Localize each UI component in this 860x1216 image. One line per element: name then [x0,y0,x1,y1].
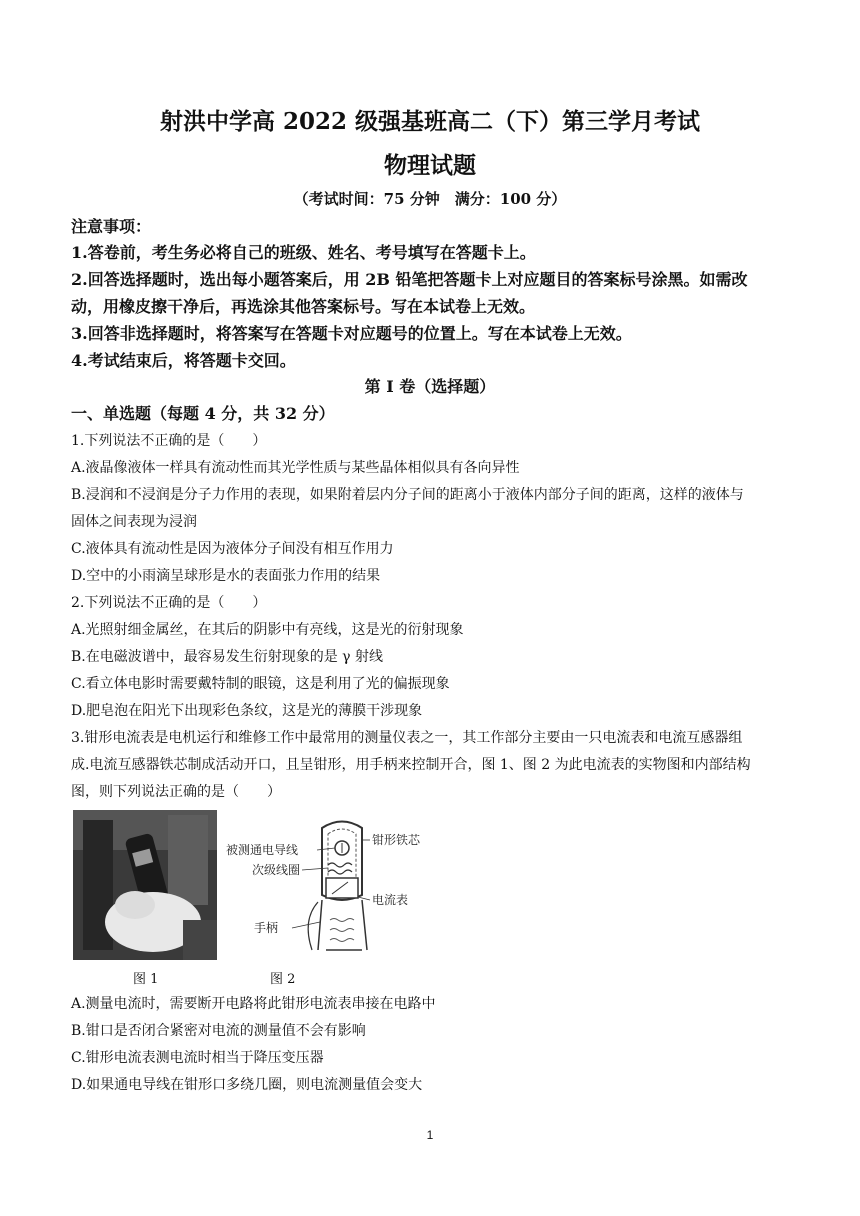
label-handle: 手柄 [254,921,279,935]
notes-item: 3.回答非选择题时，将答案写在答题卡对应题号的位置上。写在本试卷上无效。 [71,324,632,343]
notes-item: 4.考试结束后，将答题卡交回。 [71,351,296,370]
label-ammeter: 电流表 [372,893,409,907]
q3-stem-cont: 图，则下列说法正确的是（ ） [71,784,281,800]
page-number: 1 [426,1128,434,1142]
q1-option-b: B.浸润和不浸润是分子力作用的表现，如果附着层内分子间的距离小于液体内部分子间的距离，这样的液体与 [71,487,744,503]
q2-option-d: D.肥皂泡在阳光下出现彩色条纹，这是光的薄膜干涉现象 [71,703,423,719]
label-measured-wire: 被测通电导线 [226,843,299,857]
figure-2-caption: 图 2 [270,972,296,987]
q3-stem-cont: 成.电流互感器铁芯制成活动开口，且呈钳形，用手柄来控制开合，图 1、图 2 为此电流表的实物图和内部结构 [71,757,751,773]
q1-option-c: C.液体具有流动性是因为液体分子间没有相互作用力 [71,541,394,557]
q1-stem: 1.下列说法不正确的是（ ） [71,433,267,449]
q3-option-a: A.测量电流时，需要断开电路将此钳形电流表串接在电路中 [71,996,436,1012]
figure-1-caption: 图 1 [133,972,159,987]
q3-option-c: C.钳形电流表测电流时相当于降压变压器 [71,1050,324,1066]
notes-item: 动，用橡皮擦干净后，再选涂其他答案标号。写在本试卷上无效。 [71,297,536,316]
q2-stem: 2.下列说法不正确的是（ ） [71,595,267,611]
notes-item: 2.回答选择题时，选出每小题答案后，用 2B 铅笔把答题卡上对应题目的答案标号涂黑。如需改 [71,270,748,289]
q2-option-a: A.光照射细金属丝，在其后的阴影中有亮线，这是光的衍射现象 [71,622,464,638]
q3-stem: 3.钳形电流表是电机运行和维修工作中最常用的测量仪表之一，其工作部分主要由一只电流表和电流互感器组 [71,730,743,746]
notes-heading: 注意事项： [71,217,152,236]
exam-subject: 物理试题 [384,152,476,179]
q1-option-a: A.液晶像液体一样具有流动性而其光学性质与某些晶体相似具有各向异性 [71,460,520,476]
q1-option-b-cont: 固体之间表现为浸润 [71,514,197,530]
q2-option-b: B.在电磁波谱中，最容易发生衍射现象的是 γ 射线 [71,649,384,665]
notes-item: 1.答卷前，考生务必将自己的班级、姓名、考号填写在答题卡上。 [71,243,536,262]
label-clamp-core: 钳形铁芯 [372,833,421,847]
clamp-meter-diagram [222,810,442,960]
label-secondary-coil: 次级线圈 [252,863,301,877]
exam-info: （考试时间：75 分钟 满分：100 分） [293,190,567,208]
q1-option-d: D.空中的小雨滴呈球形是水的表面张力作用的结果 [71,568,381,584]
q3-option-d: D.如果通电导线在钳形口多绕几圈，则电流测量值会变大 [71,1077,423,1093]
clamp-meter-photo [73,810,217,960]
q2-option-c: C.看立体电影时需要戴特制的眼镜，这是利用了光的偏振现象 [71,676,450,692]
q3-option-b: B.钳口是否闭合紧密对电流的测量值不会有影响 [71,1023,366,1039]
volume-heading: 第 I 卷（选择题） [364,377,496,396]
exam-title: 射洪中学高 2022 级强基班高二（下）第三学月考试 [159,108,701,135]
part-heading: 一、单选题（每题 4 分，共 32 分） [71,404,335,423]
